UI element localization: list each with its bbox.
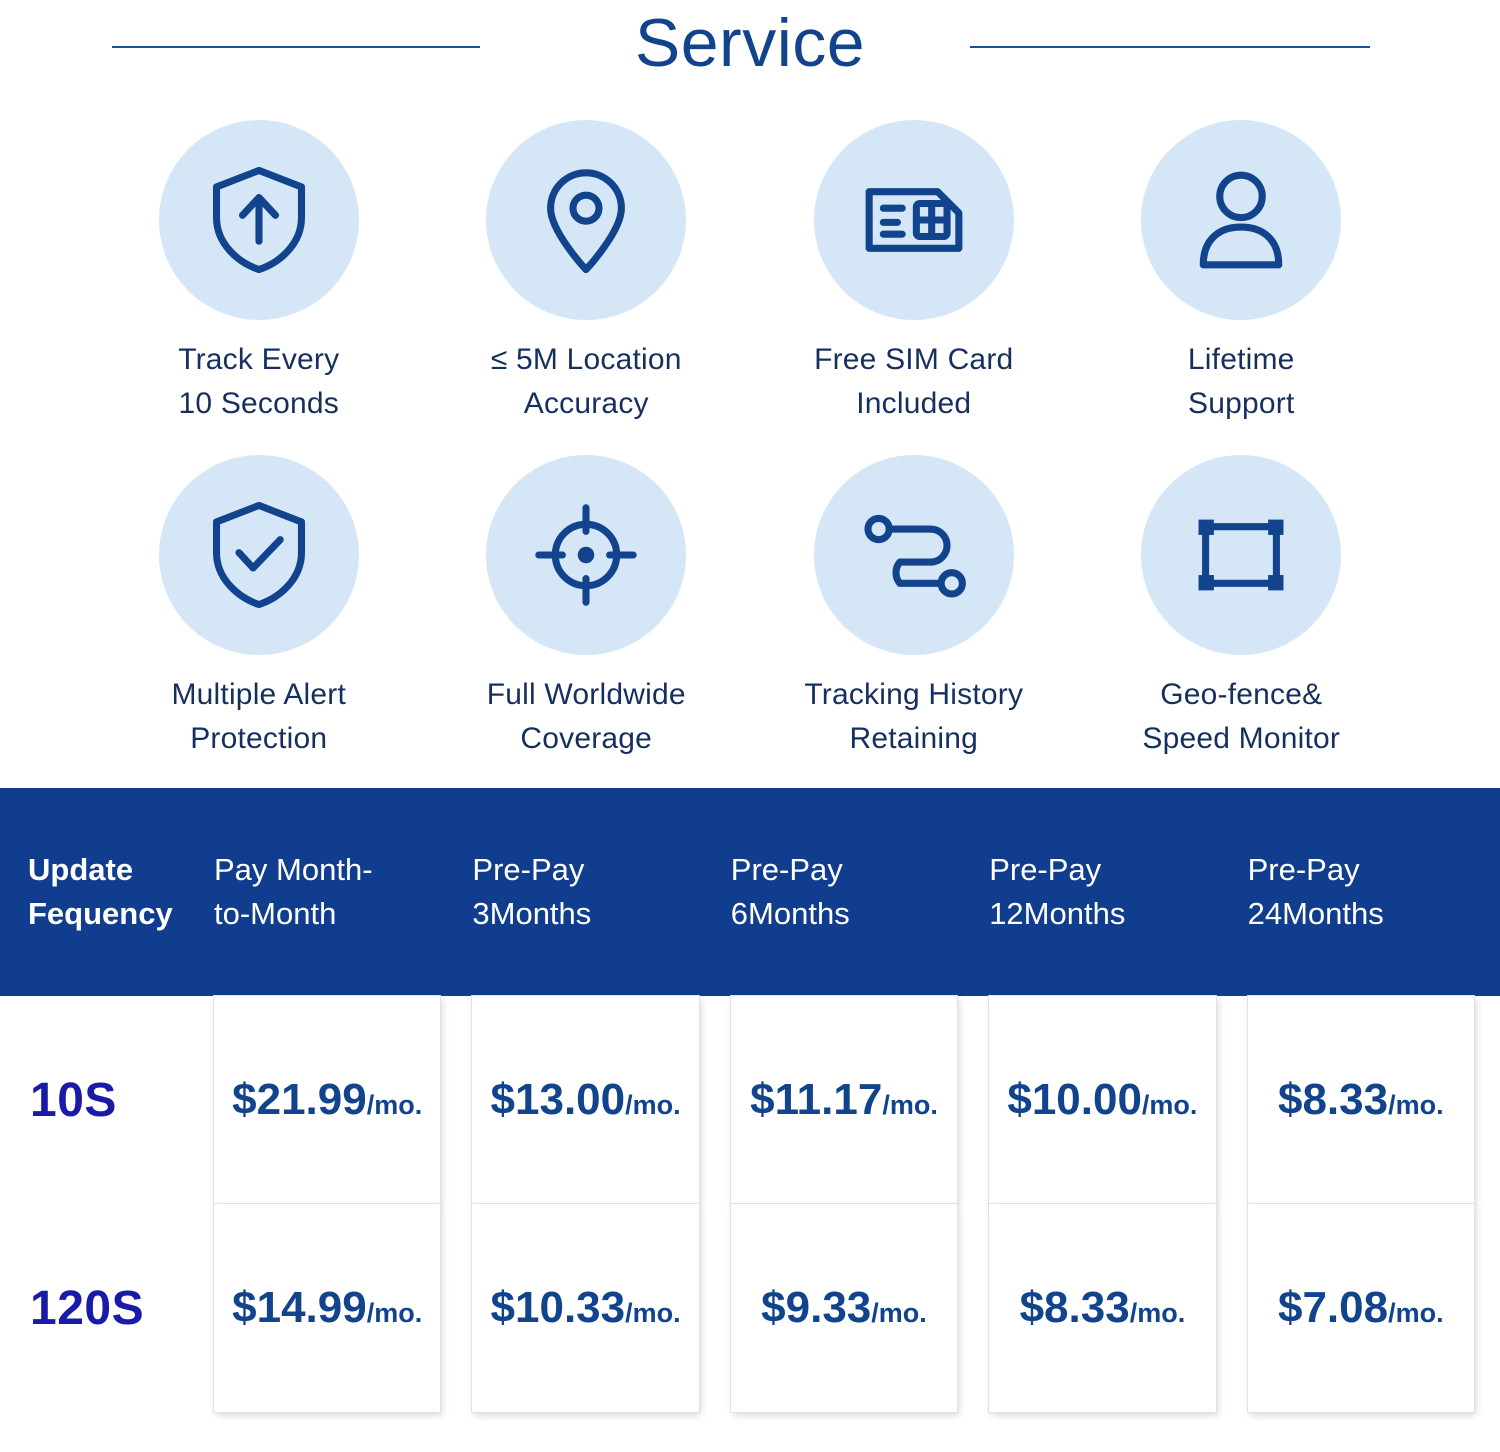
price-value xyxy=(1278,1075,1444,1125)
column-header-line2: 6Months xyxy=(730,896,850,931)
price-amount: $13.00 xyxy=(490,1075,626,1124)
feature-label xyxy=(178,338,339,425)
header-rule-left xyxy=(112,46,480,48)
price-value xyxy=(232,1075,422,1125)
price-value xyxy=(491,1283,681,1333)
column-header-update-frequency xyxy=(0,848,208,936)
price-unit: /mo. xyxy=(625,1090,681,1120)
feature-label-line2: Speed Monitor xyxy=(1142,721,1341,755)
price-unit: /mo. xyxy=(1388,1298,1444,1328)
feature-multiple-alert-protection xyxy=(95,455,423,760)
feature-label xyxy=(171,673,346,760)
feature-label-line1: Multiple Alert xyxy=(171,678,347,711)
price-amount: $10.33 xyxy=(490,1283,626,1332)
shield-arrow-up-icon xyxy=(159,120,359,320)
price-unit: /mo. xyxy=(366,1298,423,1328)
table-cell xyxy=(983,1204,1241,1412)
table-cell xyxy=(1242,996,1500,1204)
feature-label xyxy=(814,338,1013,425)
pricing-table-header-row xyxy=(0,788,1500,996)
price-value xyxy=(750,1075,938,1125)
price-value xyxy=(1278,1283,1444,1333)
column-header-prepay-24months xyxy=(1242,848,1500,936)
pricing-table xyxy=(0,788,1500,1412)
price-amount: $14.99 xyxy=(232,1283,367,1332)
feature-label-line1: Lifetime xyxy=(1187,343,1295,376)
column-header-line2: 12Months xyxy=(989,896,1126,931)
price-unit: /mo. xyxy=(625,1298,681,1328)
price-amount: $9.33 xyxy=(761,1283,872,1332)
price-amount: $7.08 xyxy=(1277,1283,1389,1332)
feature-label-line1: ≤ 5M Location xyxy=(490,343,682,376)
feature-label xyxy=(1142,673,1340,760)
column-header-line1: Pay Month- xyxy=(214,851,373,887)
feature-grid-row-1 xyxy=(0,92,1500,425)
feature-track-every-10-seconds xyxy=(95,120,423,425)
feature-grid-row-2 xyxy=(0,425,1500,760)
page-header xyxy=(0,0,1500,92)
page-title: Service xyxy=(609,9,891,77)
feature-label-line1: Full Worldwide xyxy=(486,678,686,711)
price-amount: $8.33 xyxy=(1277,1075,1389,1124)
column-header-line1: Pre-Pay xyxy=(989,851,1102,887)
geofence-frame-icon xyxy=(1141,455,1341,655)
price-unit: /mo. xyxy=(366,1090,423,1120)
price-amount: $11.17 xyxy=(750,1075,883,1124)
price-unit: /mo. xyxy=(1388,1090,1444,1120)
user-icon xyxy=(1141,120,1341,320)
feature-label-line1: Track Every xyxy=(178,343,340,376)
feature-label-line2: Support xyxy=(1188,386,1295,420)
column-header-line1: Pre-Pay xyxy=(472,851,585,887)
price-unit: /mo. xyxy=(1141,1090,1198,1120)
price-value xyxy=(1007,1075,1197,1125)
table-cell xyxy=(1242,1204,1500,1412)
price-unit: /mo. xyxy=(882,1090,938,1120)
price-value xyxy=(232,1283,422,1333)
price-value xyxy=(491,1075,681,1125)
sim-card-icon xyxy=(814,120,1014,320)
feature-label-line1: Free SIM Card xyxy=(814,343,1014,376)
column-header-line1: Update xyxy=(28,851,134,887)
header-rule-right xyxy=(970,46,1370,48)
price-unit: /mo. xyxy=(871,1298,927,1328)
feature-label-line2: Protection xyxy=(190,721,328,755)
feature-location-accuracy xyxy=(423,120,751,425)
feature-geofence-speed-monitor xyxy=(1078,455,1406,760)
column-header-prepay-6months xyxy=(725,848,983,936)
feature-label-line1: Geo-fence& xyxy=(1160,678,1323,711)
table-cell xyxy=(983,996,1241,1204)
column-header-prepay-12months xyxy=(983,848,1241,936)
table-cell xyxy=(208,996,466,1204)
feature-label-line2: Included xyxy=(856,386,972,420)
feature-label-line1: Tracking History xyxy=(804,678,1024,711)
location-pin-icon xyxy=(486,120,686,320)
price-amount: $21.99 xyxy=(232,1075,367,1124)
feature-label xyxy=(804,673,1023,760)
feature-label-line2: Accuracy xyxy=(523,386,649,420)
price-amount: $10.00 xyxy=(1007,1075,1142,1124)
row-label-120s: 120S xyxy=(30,1281,145,1335)
feature-label-line2: Coverage xyxy=(520,721,653,755)
column-header-line2: to-Month xyxy=(214,896,337,931)
table-cell xyxy=(466,996,724,1204)
column-header-line2: 3Months xyxy=(472,896,592,931)
column-header-line1: Pre-Pay xyxy=(730,851,843,887)
table-cell xyxy=(725,996,983,1204)
pricing-table-body xyxy=(0,996,1500,1412)
price-amount: $8.33 xyxy=(1019,1283,1130,1332)
price-value xyxy=(761,1283,927,1333)
shield-check-icon xyxy=(159,455,359,655)
table-cell xyxy=(208,1204,466,1412)
row-label-10s: 10S xyxy=(30,1073,117,1127)
column-header-line2: Fequency xyxy=(28,896,173,931)
feature-label-line2: Retaining xyxy=(849,721,979,755)
price-unit: /mo. xyxy=(1129,1298,1186,1328)
price-value xyxy=(1020,1283,1186,1333)
column-header-line2: 24Months xyxy=(1247,896,1384,931)
column-header-prepay-3months xyxy=(466,848,724,936)
table-cell xyxy=(466,1204,724,1412)
feature-label-line2: 10 Seconds xyxy=(178,386,339,420)
table-cell xyxy=(725,1204,983,1412)
feature-full-worldwide-coverage xyxy=(423,455,751,760)
column-header-pay-month-to-month xyxy=(208,848,466,936)
feature-tracking-history xyxy=(750,455,1078,760)
crosshair-target-icon xyxy=(486,455,686,655)
feature-label xyxy=(1188,338,1295,425)
feature-free-sim-card xyxy=(750,120,1078,425)
feature-lifetime-support xyxy=(1078,120,1406,425)
column-header-line1: Pre-Pay xyxy=(1247,851,1360,887)
route-history-icon xyxy=(814,455,1014,655)
feature-label xyxy=(491,338,682,425)
feature-label xyxy=(487,673,686,760)
